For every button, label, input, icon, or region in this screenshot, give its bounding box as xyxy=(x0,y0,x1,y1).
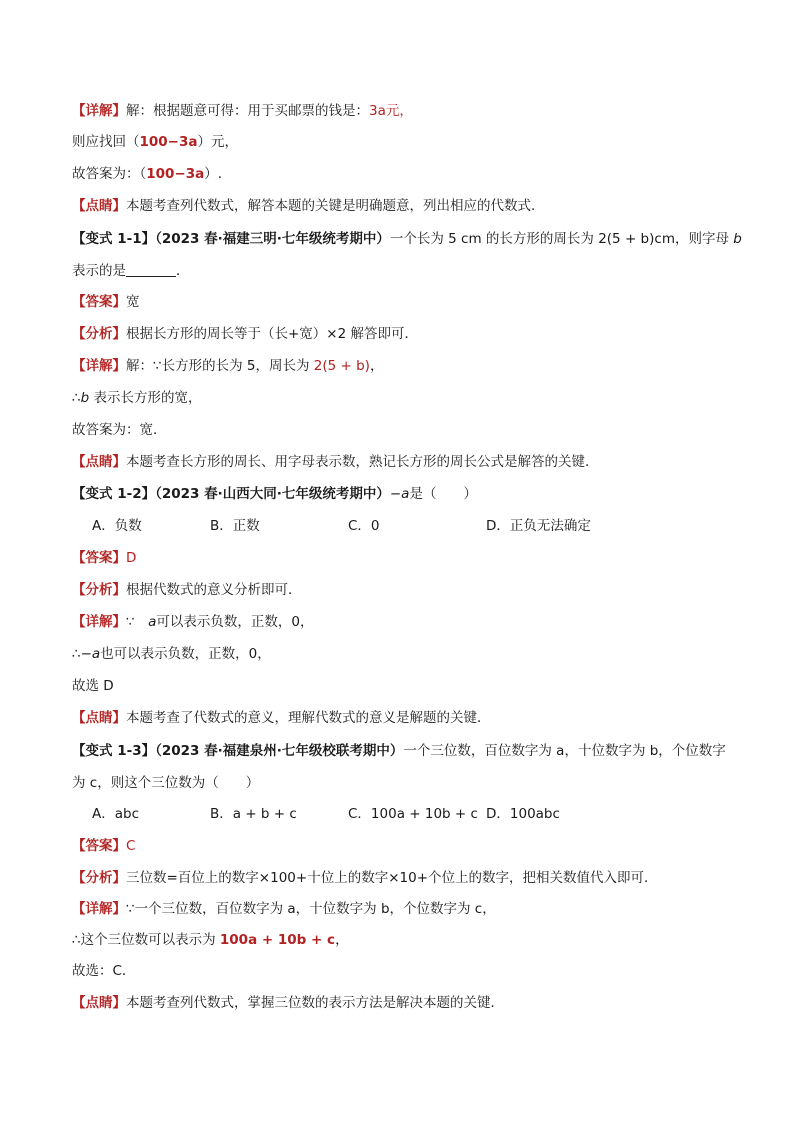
option-a: A．负数 xyxy=(92,518,142,534)
detail-tag: 【详解】 xyxy=(72,901,126,917)
variant-1-2-analysis xyxy=(72,580,724,600)
variant-source: （2023 春·福建泉州·七年级校联考期中） xyxy=(155,743,404,759)
detail-expr: 2(5 + b) xyxy=(313,358,370,374)
comment-tag: 【点睛】 xyxy=(72,710,126,726)
answer-text: D xyxy=(126,550,137,566)
question-line1: 一个三位数，百位数字为 a，十位数字为 b，个位数字 xyxy=(403,743,726,759)
variant-source: （2023 春·福建三明·七年级统考期中） xyxy=(155,231,390,247)
return-suffix: ）元， xyxy=(197,134,238,150)
return-prefix: 则应找回（ xyxy=(72,134,140,150)
comment-text: 本题考查列代数式，掌握三位数的表示方法是解决本题的关键． xyxy=(126,995,504,1011)
question-text: 一个长为 5 cm 的长方形的周长为 xyxy=(389,231,599,247)
detail-end: ， xyxy=(369,358,384,374)
detail-value: 3a元， xyxy=(369,103,413,119)
variant-source: （2023 春·山西大同·七年级统考期中） xyxy=(155,486,390,502)
detail-tag: 【详解】 xyxy=(72,103,126,119)
comment-line xyxy=(72,196,724,216)
question-text-2: cm，则字母 xyxy=(654,231,734,247)
variant-1-2-detail xyxy=(72,612,724,632)
analysis-text: 根据代数式的意义分析即可． xyxy=(126,582,302,598)
answer-tag: 【答案】 xyxy=(72,294,126,310)
question-end: 是（ ） xyxy=(409,486,477,502)
analysis-tag: 【分析】 xyxy=(72,582,126,598)
detail-text: 解：∵长方形的长为 5，周长为 xyxy=(126,358,314,374)
answer-text: 宽 xyxy=(126,294,140,310)
comment-tag: 【点睛】 xyxy=(72,995,126,1011)
answer-tag: 【答案】 xyxy=(72,550,126,566)
variant-1-1-analysis xyxy=(72,324,724,344)
variant-1-1-detail xyxy=(72,356,724,376)
variant-1-1-therefore xyxy=(72,388,724,408)
option-c: C．0 xyxy=(348,518,380,534)
answer-suffix: ）. xyxy=(204,166,223,182)
detail-tag: 【详解】 xyxy=(72,358,126,374)
therefore-var: b xyxy=(80,390,90,406)
answer-tag: 【答案】 xyxy=(72,838,126,854)
variant-tag: 【变式 1-1】 xyxy=(72,231,156,247)
option-d: D．正负无法确定 xyxy=(486,518,591,534)
detail-text: 可以表示负数，正数，0， xyxy=(156,614,314,630)
variant-1-1-answer xyxy=(72,292,724,312)
option-b: B．a + b + c xyxy=(210,806,297,822)
question-expr: 2(5 + b) xyxy=(598,231,655,247)
analysis-tag: 【分析】 xyxy=(72,326,126,342)
question-var: b xyxy=(733,231,742,247)
variant-1-2-therefore xyxy=(72,644,724,664)
variant-1-2-answer xyxy=(72,548,724,568)
variant-1-2-comment xyxy=(72,708,724,728)
variant-tag: 【变式 1-3】 xyxy=(72,743,156,759)
variant-tag: 【变式 1-2】 xyxy=(72,486,156,502)
variant-1-3-answer xyxy=(72,836,724,856)
because-symbol: ∵ xyxy=(126,614,149,630)
therefore-symbol: ∴ xyxy=(72,390,81,406)
detail-line xyxy=(72,101,724,121)
variant-1-3-comment xyxy=(72,993,724,1013)
question-line2: 表示的是 xyxy=(72,263,126,279)
option-b: B．正数 xyxy=(210,518,260,534)
variant-1-2-final xyxy=(72,676,724,696)
answer-prefix: 故答案为：（ xyxy=(72,166,147,182)
comment-tag: 【点睛】 xyxy=(72,198,126,214)
option-a: A．abc xyxy=(92,806,139,822)
answer-text: C xyxy=(126,838,136,854)
therefore-text: 也可以表示负数，正数，0， xyxy=(100,646,271,662)
therefore-text: ∴这个三位数可以表示为 xyxy=(72,932,220,948)
analysis-text: 三位数=百位上的数字×100+十位上的数字×10+个位上的数字，把相关数值代入即可． xyxy=(126,870,658,886)
analysis-text: 根据长方形的周长等于（长+宽）×2 解答即可． xyxy=(126,326,419,342)
comment-text: 本题考查列代数式，解答本题的关键是明确题意，列出相应的代数式． xyxy=(126,198,545,214)
variant-1-1-question xyxy=(72,229,742,249)
therefore-expr: 100a + 10b + c xyxy=(219,932,336,948)
final-text: 故答案为：宽． xyxy=(72,422,167,438)
analysis-tag: 【分析】 xyxy=(72,870,126,886)
option-c: C．100a + 10b + c xyxy=(348,806,478,822)
variant-1-1-comment xyxy=(72,452,724,472)
final-text: 故选 D xyxy=(72,678,114,694)
variant-1-1-question-line2 xyxy=(72,261,724,281)
comment-text: 本题考查长方形的周长、用字母表示数，熟记长方形的周长公式是解答的关键． xyxy=(126,454,599,470)
therefore-text: 表示长方形的宽， xyxy=(89,390,202,406)
therefore-end: ， xyxy=(335,932,349,948)
variant-1-3-final xyxy=(72,961,724,981)
detail-text: ∵一个三位数，百位数字为 a，十位数字为 b，个位数字为 c， xyxy=(126,901,496,917)
final-text: 故选：C． xyxy=(72,963,136,979)
return-line xyxy=(72,132,724,152)
variant-1-3-question-line2 xyxy=(72,773,724,793)
option-d: D．100abc xyxy=(486,806,560,822)
therefore-symbol: ∴ xyxy=(72,646,81,662)
variant-1-3-analysis xyxy=(72,868,724,888)
question-expr: −a xyxy=(389,486,410,502)
detail-tag: 【详解】 xyxy=(72,614,126,630)
question-end: ． xyxy=(176,263,190,279)
answer-value: 100−3a xyxy=(146,166,205,182)
answer-line xyxy=(72,164,724,184)
detail-var: a xyxy=(148,614,157,630)
answer-blank xyxy=(126,262,176,277)
return-value: 100−3a xyxy=(139,134,198,150)
variant-1-2-question xyxy=(72,484,724,504)
comment-text: 本题考查了代数式的意义，理解代数式的意义是解题的关键． xyxy=(126,710,491,726)
variant-1-3-therefore xyxy=(72,930,724,950)
variant-1-3-detail xyxy=(72,899,724,919)
question-line2: 为 c，则这个三位数为（ ） xyxy=(72,775,260,791)
variant-1-1-final xyxy=(72,420,724,440)
variant-1-3-question xyxy=(72,741,724,761)
detail-text: 解：根据题意可得：用于买邮票的钱是： xyxy=(126,103,369,119)
comment-tag: 【点睛】 xyxy=(72,454,126,470)
therefore-expr: −a xyxy=(80,646,101,662)
